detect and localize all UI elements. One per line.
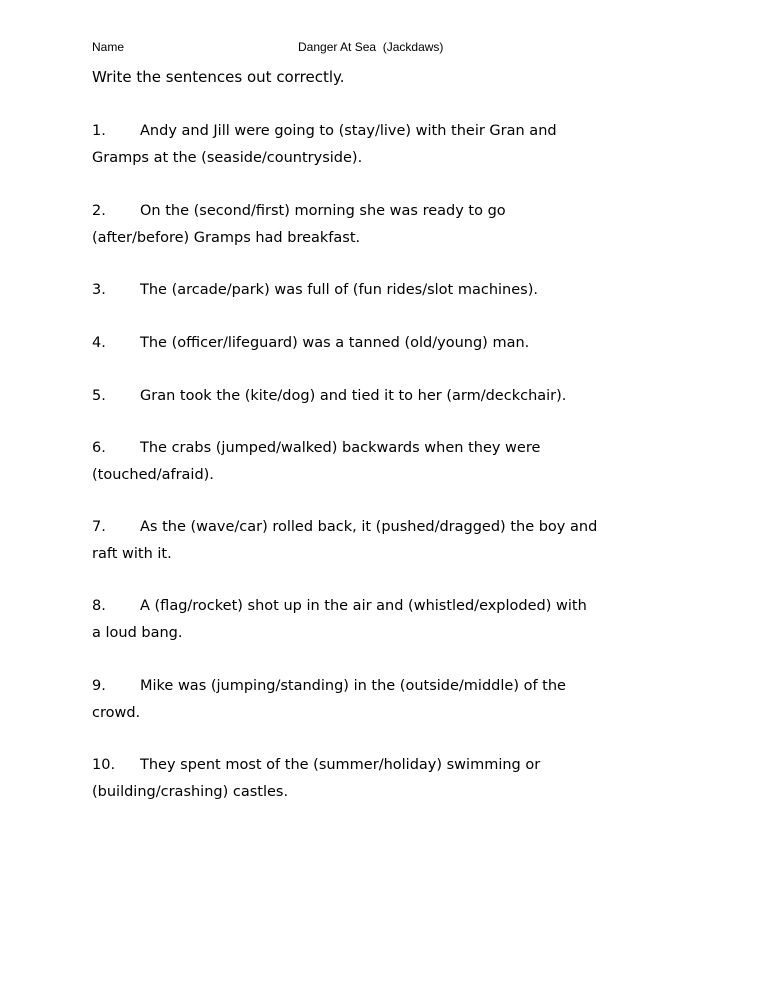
item-number: 1. [92, 123, 106, 139]
name-label: Name [92, 40, 125, 54]
sentence-item-1 [92, 118, 692, 172]
sentence-item-2 [92, 198, 692, 252]
item-line-2: (building/crashing) castles. [92, 784, 289, 800]
sentence-item-8 [92, 593, 692, 647]
item-line-1: A (flag/rocket) shot up in the air and (whistled/exploded) with [140, 598, 587, 614]
item-line-1: They spent most of the (summer/holiday) swimming or [140, 757, 541, 773]
item-line-2: (touched/afraid). [92, 467, 214, 483]
item-number: 10. [92, 757, 116, 773]
sentence-item-7 [92, 514, 692, 568]
item-line-1: Andy and Jill were going to (stay/live) with their Gran and [140, 123, 557, 139]
sentence-item-3 [92, 277, 692, 304]
item-number: 5. [92, 388, 106, 404]
item-line-2: a loud bang. [92, 625, 183, 641]
item-number: 9. [92, 678, 106, 694]
instruction-text: Write the sentences out correctly. [92, 68, 345, 86]
worksheet-title: Danger At Sea (Jackdaws) [298, 40, 444, 54]
item-number: 4. [92, 335, 106, 351]
item-line-2: raft with it. [92, 546, 172, 562]
item-number: 7. [92, 519, 106, 535]
sentence-item-5 [92, 383, 692, 410]
item-line-1: Mike was (jumping/standing) in the (outside/middle) of the [140, 678, 566, 694]
sentence-item-9 [92, 673, 692, 727]
sentence-item-10 [92, 752, 692, 806]
sentence-item-6 [92, 435, 692, 489]
item-number: 8. [92, 598, 106, 614]
item-line-1: On the (second/first) morning she was ready to go [140, 203, 506, 219]
item-number: 2. [92, 203, 106, 219]
item-line-1: Gran took the (kite/dog) and tied it to her (arm/deckchair). [140, 388, 567, 404]
item-line-1: The (arcade/park) was full of (fun rides/slot machines). [140, 282, 538, 298]
item-number: 6. [92, 440, 106, 456]
item-line-1: The crabs (jumped/walked) backwards when they were [140, 440, 541, 456]
item-line-1: As the (wave/car) rolled back, it (pushed/dragged) the boy and [140, 519, 598, 535]
item-line-2: crowd. [92, 705, 141, 721]
item-line-2: Gramps at the (seaside/countryside). [92, 150, 363, 166]
item-line-2: (after/before) Gramps had breakfast. [92, 230, 361, 246]
item-line-1: The (officer/lifeguard) was a tanned (old/young) man. [140, 335, 530, 351]
item-number: 3. [92, 282, 106, 298]
sentence-item-4 [92, 330, 692, 357]
